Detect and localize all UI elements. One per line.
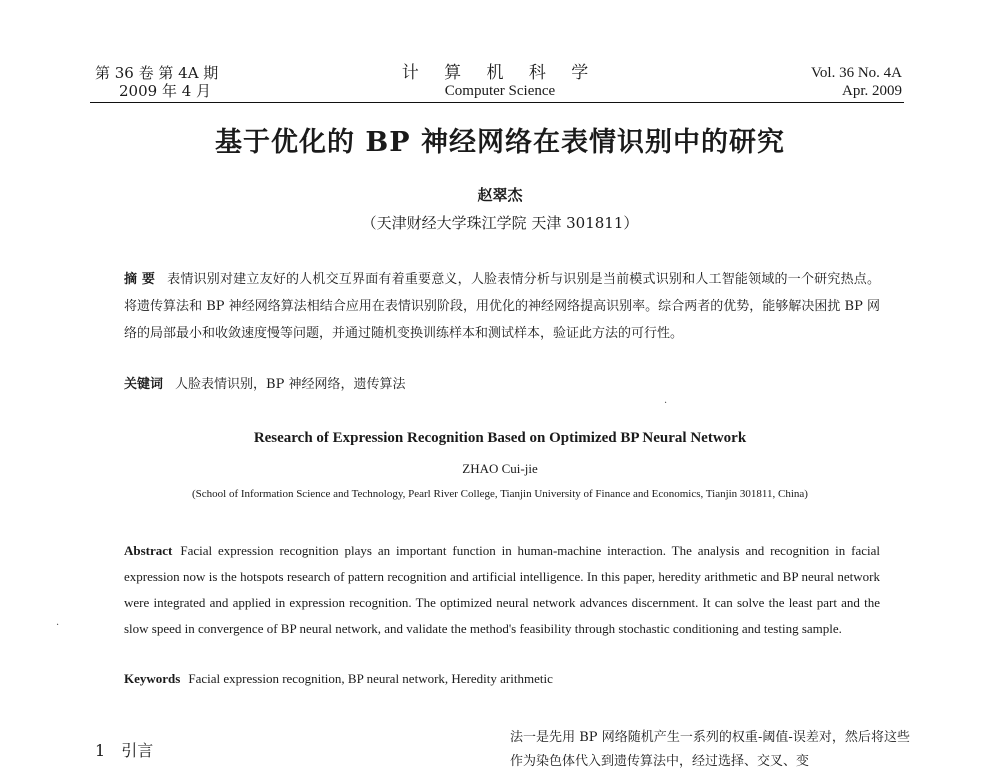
scan-speck: · xyxy=(664,398,668,409)
author-cn: 赵翠杰 xyxy=(477,186,523,204)
abstract-en-text: Facial expression recognition plays an important function in human-machine interaction. The analysis and recognition in facial expression now is the hotspots research of pattern recognition and artificial intelligence. In this paper, heredity arithmetic and BP neural network were integrated and applied in expression recognition. The optimized neural network advances discernment. It can solve the least part and the slow speed in convergence of BP neural network, and validate the method's feasibility through stochastic conditioning and testing sample. xyxy=(124,543,880,636)
paper-title-en: Research of Expression Recognition Based on Optimized BP Neural Network xyxy=(253,430,747,446)
abstract-cn-label: 摘 要 xyxy=(124,272,156,287)
keywords-cn-label: 关键词 xyxy=(124,377,164,392)
section-number: 1 xyxy=(95,741,106,760)
section-title: 引言 xyxy=(121,741,154,760)
volume-en: Vol. 36 No. 4A xyxy=(811,65,902,81)
date-cn: 2009 年 4 月 xyxy=(119,82,212,100)
keywords-en-label: Keywords xyxy=(124,671,181,686)
date-en: Apr. 2009 xyxy=(842,83,902,99)
abstract-cn-text: 表情识别对建立友好的人机交互界面有着重要意义，人脸表情分析与识别是当前模式识别和人工智能领域的一个研究热点。将遗传算法和 BP 神经网络算法相结合应用在表情识别阶段，用优化的神经网络提高识别率。综合两者的优势，能够解决困扰 BP 网络的局部最小和收敛速度慢等问题，并通过随机变换训练样本和测试样本，验证此方法的可行性。 xyxy=(124,272,880,341)
paper-title-cn: 基于优化的 BP 神经网络在表情识别中的研究 xyxy=(215,127,785,158)
keywords-en xyxy=(124,671,553,687)
body-text-right-column: 法一是先用 BP 网络随机产生一系列的权重-阈值-误差对，然后将这些作为染色体代入到遗传算法中，经过选择、交叉、变 xyxy=(510,730,910,769)
header-rule xyxy=(90,102,904,103)
affiliation-cn: （天津财经大学珠江学院 天津 301811） xyxy=(361,214,639,232)
author-en: ZHAO Cui-jie xyxy=(462,461,538,476)
abstract-en-label: Abstract xyxy=(124,543,173,558)
journal-issue-en xyxy=(811,64,902,100)
affiliation-en: (School of Information Science and Technology, Pearl River College, Tianjin University of Finance and Economics, Tianjin 301811, China) xyxy=(192,488,808,500)
keywords-cn-text: 人脸表情识别，BP 神经网络，遗传算法 xyxy=(175,377,406,392)
abstract-cn xyxy=(124,266,880,347)
abstract-en xyxy=(124,538,880,642)
volume-cn: 第 36 卷 第 4A 期 xyxy=(95,64,219,82)
journal-name-cn: 计 算 机 科 学 xyxy=(401,63,599,83)
section-heading xyxy=(95,738,153,761)
keywords-cn xyxy=(124,373,405,392)
journal-name-en: Computer Science xyxy=(444,83,556,99)
scan-speck: · xyxy=(56,620,60,631)
keywords-en-text: Facial expression recognition, BP neural network, Heredity arithmetic xyxy=(188,671,553,686)
